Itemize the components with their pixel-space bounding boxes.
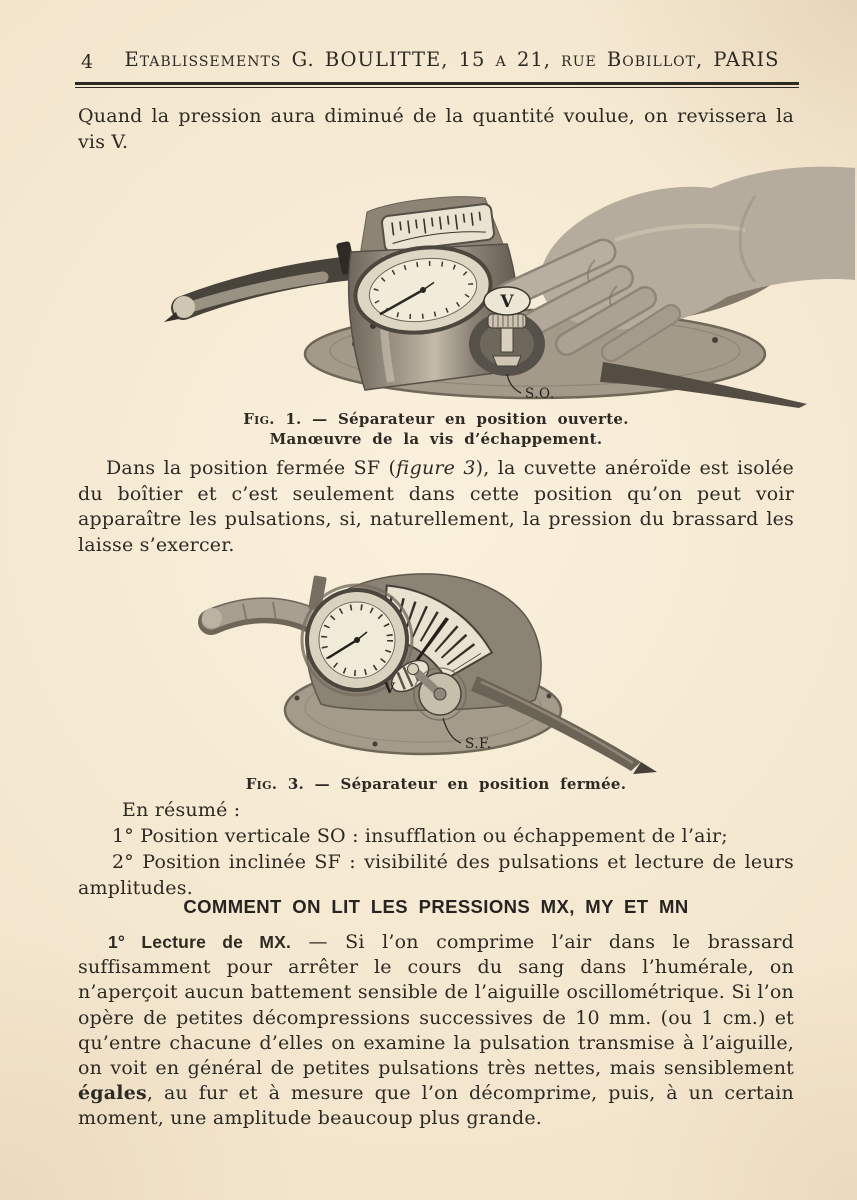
page-number: 4 xyxy=(81,51,94,73)
position-fermee-paragraph xyxy=(78,456,794,558)
figure-3-caption-text: — Séparateur en position fermée. xyxy=(314,775,627,793)
summary-item-1: 1° Position verticale SO : insufflation ou échappement de l’air; xyxy=(112,825,728,847)
figure-1-photo xyxy=(55,156,855,408)
lecture-mx-paragraph xyxy=(78,930,794,1132)
handle-tube xyxy=(202,575,327,628)
page-header xyxy=(75,48,799,78)
lecture-mx-body-pre: — Si l’on comprime l’air dans le brassard suffisamment pour arrêter le cours du sang dans l’humérale, on n’aperçoit aucun battement sensible de l’aiguille oscillométrique. Si l’on opère de petites décompressions successives de 10 mm. (ou 1 cm.) et qu’entre chacune d’elles on examine la pulsation transmise à l’aiguille, on voit en général de petites pulsations très nettes, mais sensiblement xyxy=(78,931,795,1080)
figure-3-illustration xyxy=(125,560,665,775)
intro-paragraph: Quand la pression aura diminué de la quantité voulue, on revissera la vis V. xyxy=(78,105,794,153)
figure-3-photo xyxy=(125,560,665,775)
lecture-mx-lead: 1° Lecture de MX. xyxy=(108,932,292,952)
figure-1-caption-text: — Séparateur en position ouverte. xyxy=(312,410,629,428)
figure-3-caption xyxy=(78,775,794,795)
lecture-mx-body-post: , au fur et à mesure que l’on décomprime, puis, à un certain moment, une amplitude beaucoup plus grande. xyxy=(78,1082,794,1130)
paragraph2-post: ), la cuvette anéroïde est isolée du boîtier et c’est seulement dans cette position qu’on peut voir apparaître les pulsations, si, naturellement, la pression du brassard les laisse s’exercer. xyxy=(78,457,794,556)
fig1-valve-label: V xyxy=(500,292,514,312)
paragraph2-pre: Dans la position fermée SF ( xyxy=(106,457,397,479)
figure-3-caption-label: Fig. 3. xyxy=(245,775,305,793)
fig3-valve-label: V xyxy=(384,681,395,697)
fig1-so-label: S.O. xyxy=(525,386,555,402)
figure-1-illustration xyxy=(55,156,855,408)
header-rule xyxy=(75,82,799,88)
paragraph2-figure-ref: figure 3 xyxy=(396,457,476,479)
lecture-mx-emphasis: égales xyxy=(78,1082,147,1105)
figure-1-caption xyxy=(78,410,794,449)
header-title: Etablissements G. BOULITTE, 15 a 21, rue Bobillot, PARIS xyxy=(124,48,780,71)
summary-item-2: 2° Position inclinée SF : visibilité des pulsations et lecture de leurs amplitudes. xyxy=(78,851,794,899)
fig3-sf-label: S.F. xyxy=(465,736,492,752)
figure-1-caption-label: Fig. 1. xyxy=(243,410,302,428)
summary-section xyxy=(78,797,794,901)
section-heading: COMMENT ON LIT LES PRESSIONS MX, MY ET MN xyxy=(183,896,689,917)
air-tube-left xyxy=(164,241,379,322)
summary-intro: En résumé : xyxy=(122,799,241,821)
figure-1-caption-line2: Manœuvre de la vis d’échappement. xyxy=(269,429,603,448)
